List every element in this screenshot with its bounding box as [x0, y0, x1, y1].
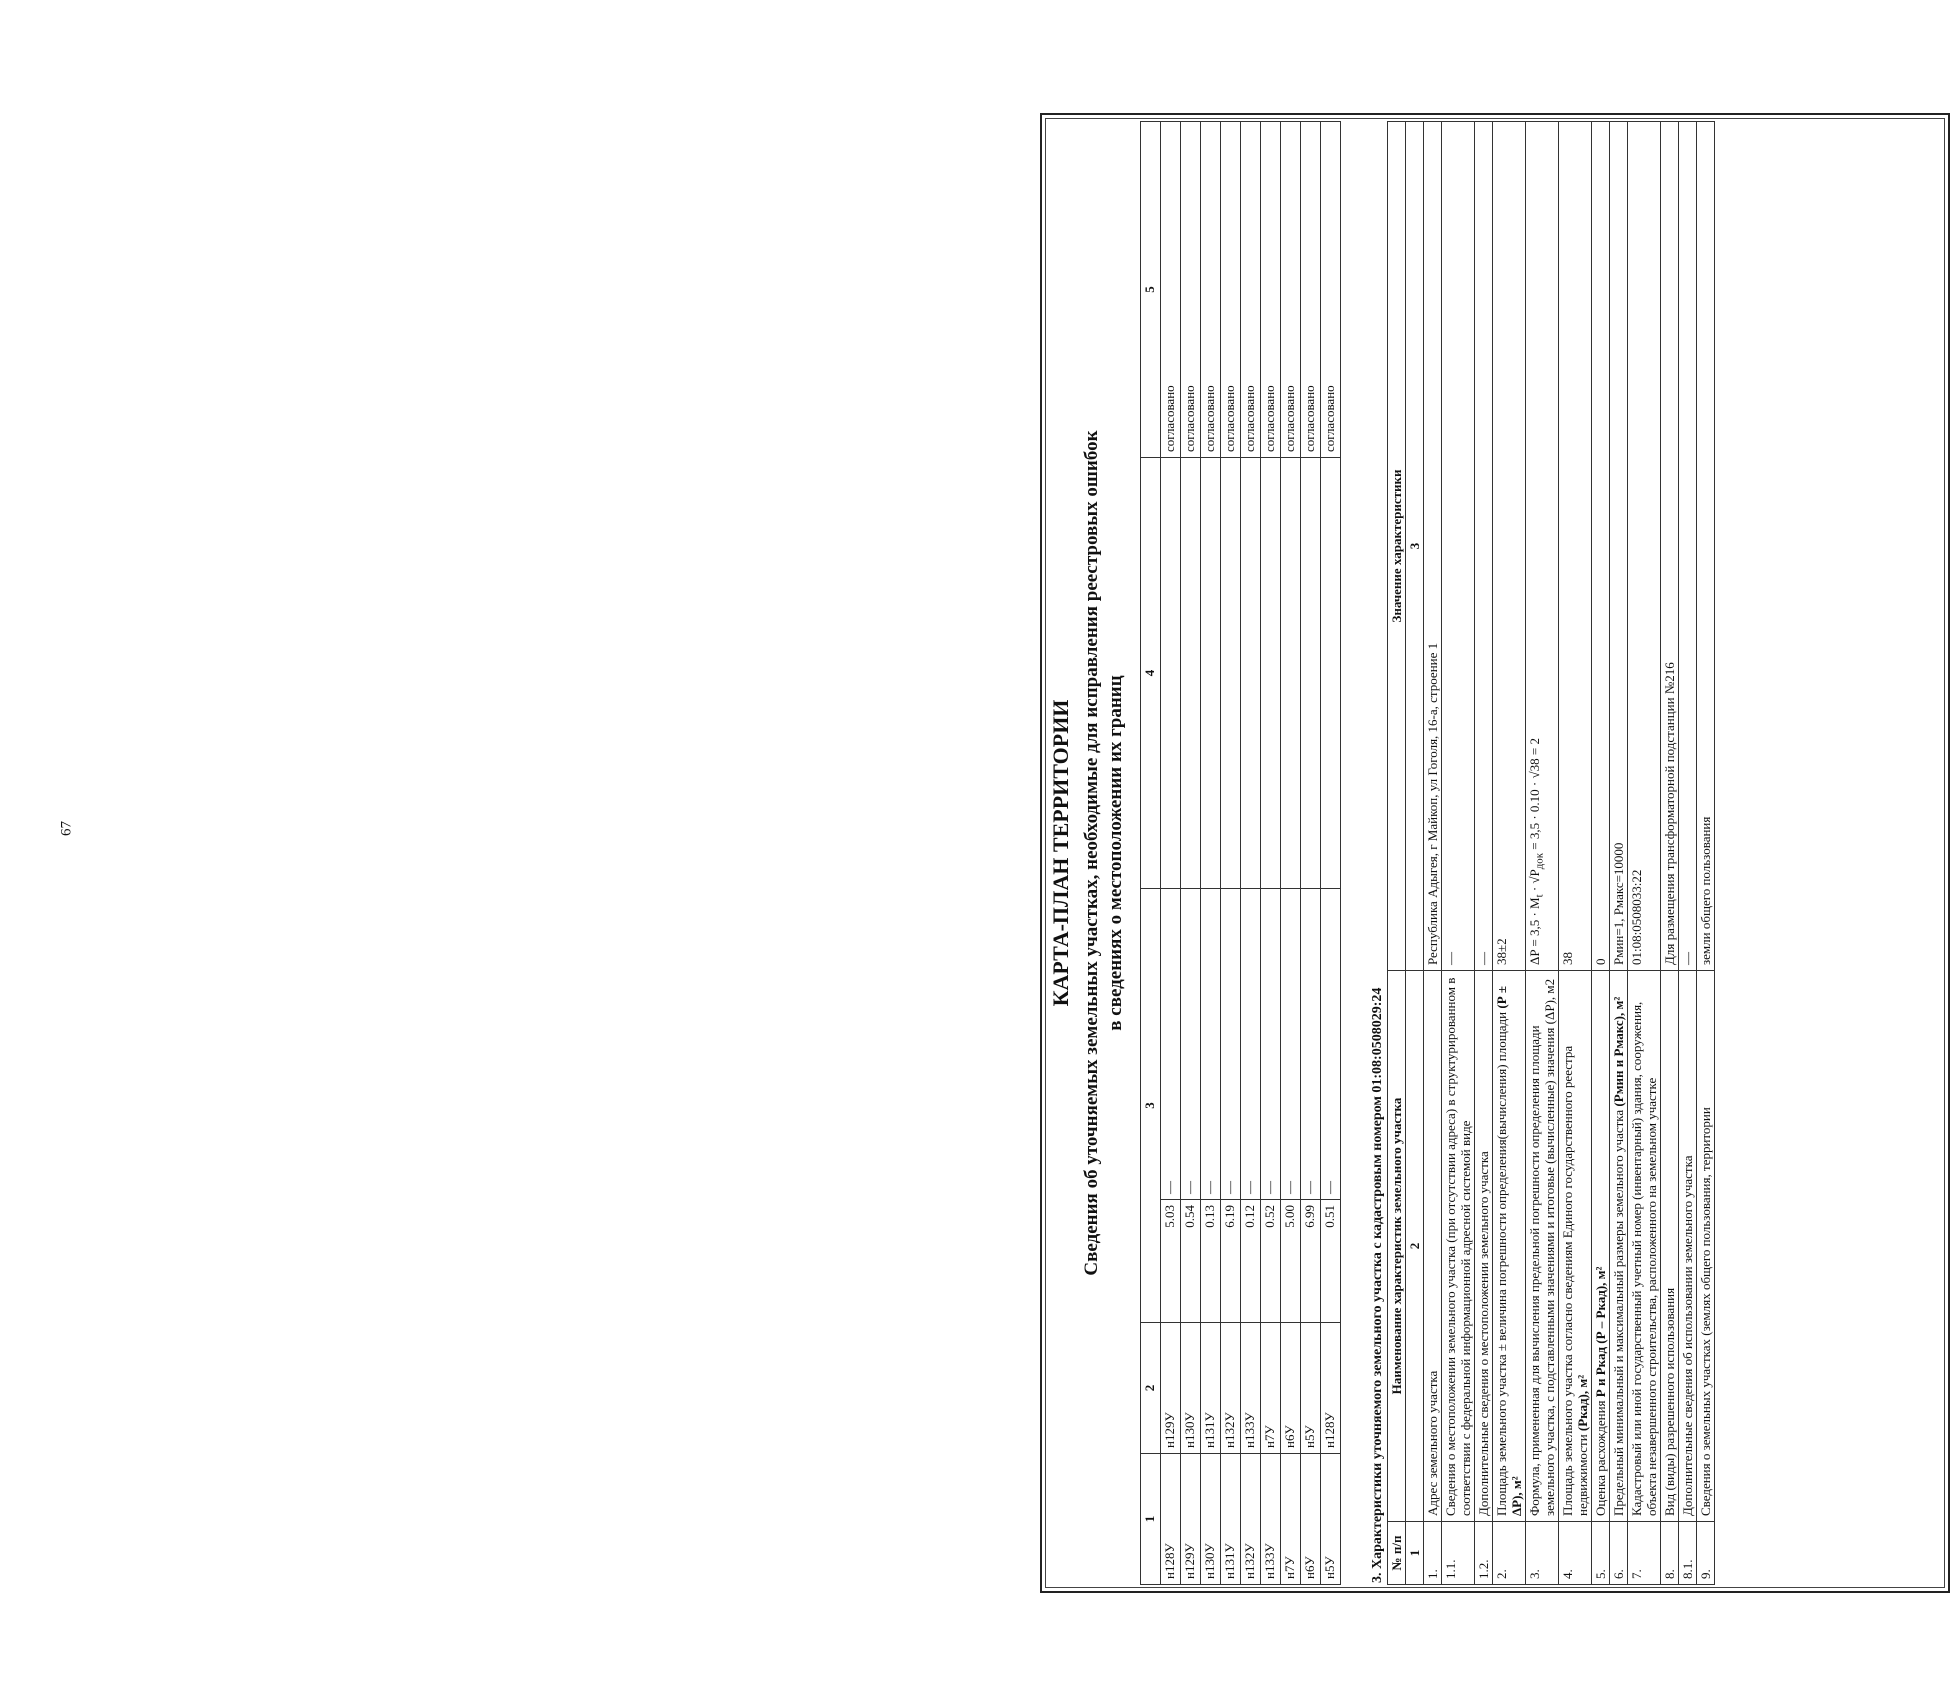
characteristic-row: 8. Вид (виды) разрешенного использования Для размещения трансформаторной подстанции №216 — [1661, 122, 1679, 1585]
boundary-row: н6У н5У 6.99 — согласовано — [1301, 122, 1321, 1585]
characteristic-row: 6. Предельный минимальный и максимальный размеры земельного участка (Рмин и Рмакс), м² Рмин=1, Рмакс=10000 — [1610, 122, 1628, 1585]
characteristic-row: 7. Кадастровый или иной государственный учетный номер (инвентарный) здания, сооружения, объекта незавершенного строительства, расположенного на земельном участке 01:08:0508033:22 — [1628, 122, 1661, 1585]
characteristics-table — [1387, 121, 1715, 1585]
document-subtitle: Сведения об уточняемых земельных участках, необходимые для исправления реестровых ошибок в сведениях о местоположении их границ — [1081, 430, 1126, 1276]
characteristic-row: 8.1. Дополнительные сведения об использовании земельного участка — — [1679, 122, 1697, 1585]
boundary-table-header: 1 2 3 4 5 — [1141, 122, 1161, 1585]
section-3-title: 3. Характеристики уточняемого земельного участка с кадастровым номером 01:08:0508029:24 — [1370, 987, 1385, 1583]
boundary-row: н5У н128У 0.51 — согласовано — [1321, 122, 1341, 1585]
boundary-row: н128У н129У 5.03 — согласовано — [1161, 122, 1181, 1585]
characteristic-row: 3. Формула, примененная для вычисления предельной погрешности определения площади земельного участка, с подставленными значениями и итоговые (вычисленные) значения (ΔР), м2 $\Delta P = 3,5 \cdot M_t \cdot √P_{док} = 3,5 \cdot 0.10 \cdot √38 = 2$ — [1526, 122, 1559, 1585]
characteristic-row: 1.2. Дополнительные сведения о местоположении земельного участка — — [1475, 122, 1493, 1585]
boundary-row: н131У н132У 6.19 — согласовано — [1221, 122, 1241, 1585]
boundary-row: н130У н131У 0.13 — согласовано — [1201, 122, 1221, 1585]
document-title: КАРТА-ПЛАН ТЕРРИТОРИИ — [1048, 699, 1073, 1007]
characteristic-row: 4. Площадь земельного участка согласно сведениям Единого государственного реестра недвижимости (Ркад), м² 38 — [1559, 122, 1592, 1585]
boundary-row: н132У н133У 0.12 — согласовано — [1241, 122, 1261, 1585]
characteristic-row: 2. Площадь земельного участка ± величина погрешности определения(вычисления) площади (Р ± ΔР), м² 38±2 — [1493, 122, 1526, 1585]
boundary-row: н129У н130У 0.54 — согласовано — [1181, 122, 1201, 1585]
page-number: 67 — [58, 821, 75, 836]
characteristic-row: 1. Адрес земельного участка Республика Адыгея, г Майкоп, ул Гоголя, 16-а, строение 1 — [1424, 122, 1442, 1585]
characteristic-row: 9. Сведения о земельных участках (землях общего пользования, территории земли общего пользования — [1697, 122, 1715, 1585]
boundary-row: н7У н6У 5.00 — согласовано — [1281, 122, 1301, 1585]
characteristics-colnums: 1 2 3 — [1406, 122, 1424, 1585]
boundary-row: н133У н7У 0.52 — согласовано — [1261, 122, 1281, 1585]
characteristic-row: 1.1. Сведения о местоположении земельного участка (при отсутствии адреса) в структурированном в соответствии с федеральной информационной адресной системой виде — — [1442, 122, 1475, 1585]
rotated-sheet — [1040, 113, 1950, 1593]
boundary-table — [1140, 121, 1341, 1585]
characteristics-header: № п/п Наименование характеристик земельного участка Значение характеристики — [1388, 122, 1406, 1585]
characteristic-row: 5. Оценка расхождения Р и Ркад (Р – Ркад), м² 0 — [1592, 122, 1610, 1585]
